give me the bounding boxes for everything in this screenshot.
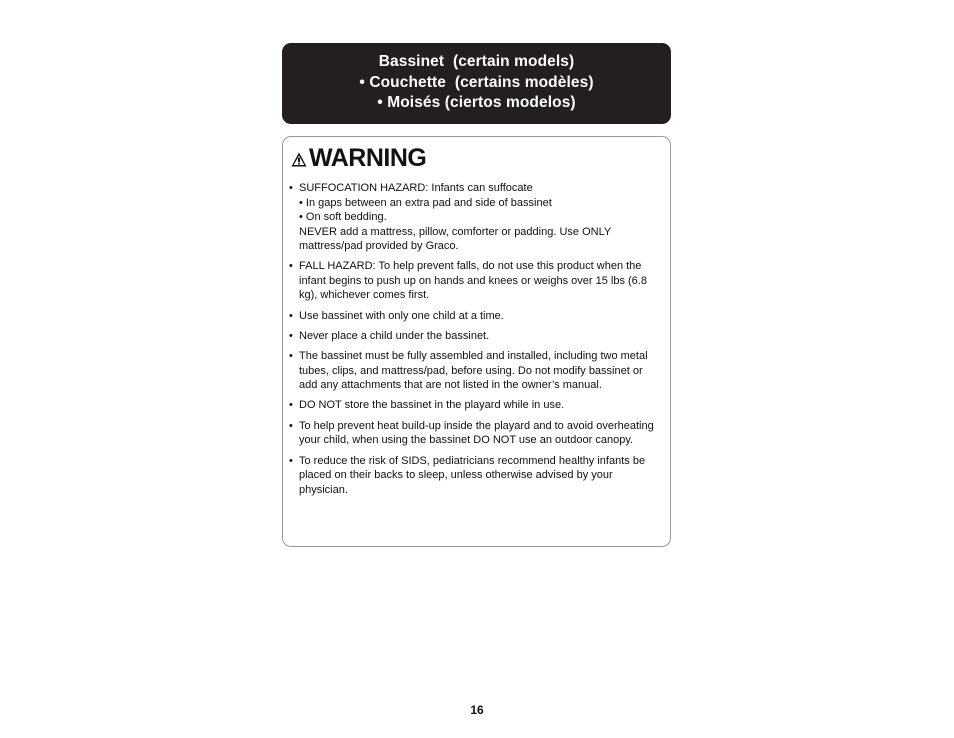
warning-item-suffocation — [289, 181, 661, 254]
warning-triangle-icon — [291, 152, 307, 167]
item-text: • SUFFOCATION HAZARD: Infants can suffocate — [299, 182, 533, 194]
title-line-french: • Couchette (certains modèles) — [359, 73, 594, 91]
item-text: • The bassinet must be fully assembled and installed, including two metal tubes, clips, and mattress/pad, before using. Do not modify bassinet or add any attachments that are not listed in the owner’s manual. — [299, 350, 648, 392]
item-text: • Never place a child under the bassinet. — [299, 329, 490, 342]
warning-item-sids — [289, 454, 661, 498]
warning-title: WARNING — [309, 144, 427, 172]
warning-box — [282, 136, 671, 547]
warning-list — [289, 181, 661, 503]
warning-item-assembly — [289, 349, 661, 393]
warning-item-fall-hazard — [289, 259, 661, 303]
item-text: • FALL HAZARD: To help prevent falls, do not use this product when the infant begins to push up on hands and knees or weighs over 15 lbs (6.8 kg), whichever comes first. — [299, 260, 647, 302]
item-text: • To help prevent heat build-up inside the playard and to avoid overheating your child, when using the bassinet DO NOT use an outdoor canopy. — [299, 419, 654, 447]
title-line-spanish: • Moisés (ciertos modelos) — [377, 94, 576, 111]
item-text: • To reduce the risk of SIDS, pediatricians recommend healthy infants be placed on their backs to sleep, unless otherwise advised by your physician. — [299, 454, 646, 496]
page-number: 16 — [470, 703, 484, 717]
item-text: NEVER add a mattress, pillow, comforter or padding. Use ONLY mattress/pad provided by Graco. — [299, 225, 612, 252]
sub-item-text: • On soft bedding. — [299, 211, 387, 223]
warning-item-heat — [289, 419, 661, 448]
warning-item-storage — [289, 398, 661, 413]
item-text: • DO NOT store the bassinet in the playard while in use. — [299, 399, 565, 412]
sub-item-text: • In gaps between an extra pad and side of bassinet — [299, 196, 552, 209]
warning-item-under-bassinet — [289, 329, 661, 344]
warning-item-one-child — [289, 309, 661, 324]
title-banner — [282, 43, 671, 124]
warning-heading — [291, 144, 426, 173]
title-line-english: Bassinet (certain models) — [378, 53, 575, 70]
item-text: • Use bassinet with only one child at a time. — [299, 309, 504, 322]
